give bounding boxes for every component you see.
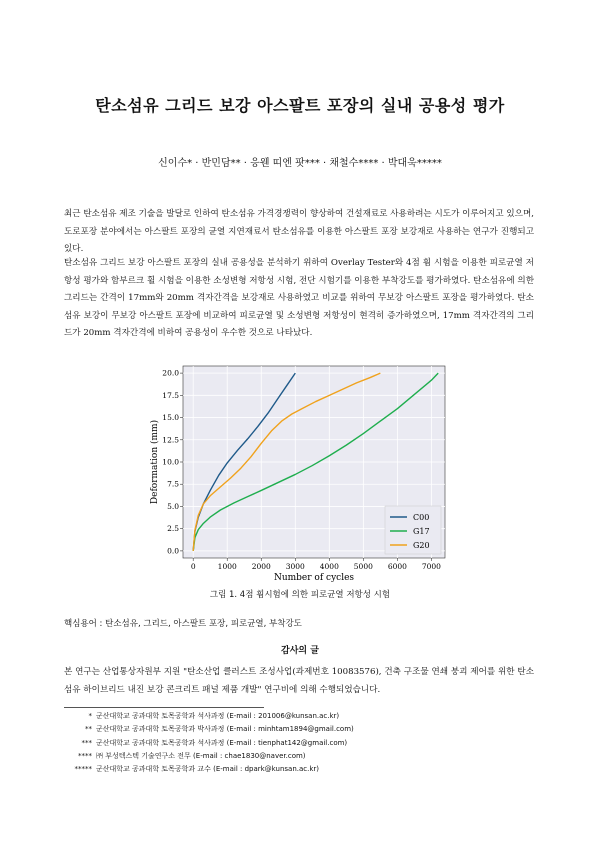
footnote-mark: ***** bbox=[74, 765, 92, 774]
x-tick-label: 7000 bbox=[421, 562, 441, 571]
footnote-text: 군산대학교 공과대학 토목공학과 박사과정 (E-mail : minhtam1894@gmail.com) bbox=[96, 725, 354, 734]
y-tick-label: 2.5 bbox=[167, 524, 179, 534]
acknowledgment-text: 본 연구는 산업통상자원부 지원 "탄소산업 클러스트 조성사업(과제번호 10083576), 건축 구조물 연쇄 붕괴 제어를 위한 탄소섬유 하이브리드 내진 보강 콘크리트 패널 제품 개발" 연구비에 의해 수행되었습니다. bbox=[64, 667, 534, 695]
footnote-mark: *** bbox=[81, 738, 92, 747]
footnote-mark: **** bbox=[78, 751, 92, 760]
y-tick-label: 12.5 bbox=[162, 435, 179, 445]
footnote bbox=[64, 710, 354, 723]
y-tick-label: 17.5 bbox=[162, 390, 179, 400]
footnote-mark: ** bbox=[85, 725, 92, 734]
x-tick-label: 6000 bbox=[387, 562, 407, 571]
legend-label-c00: C00 bbox=[413, 513, 430, 522]
legend-label-g17: G17 bbox=[413, 527, 430, 536]
footnotes bbox=[64, 710, 354, 776]
acknowledgment-title: 감사의 글 bbox=[281, 646, 319, 656]
footnote-mark: * bbox=[88, 712, 92, 720]
footnote bbox=[64, 763, 354, 776]
footnote-text: 군산대학교 공과대학 토목공학과 석사과정 (E-mail : tienphat142@gmail.com) bbox=[96, 738, 348, 747]
footnote-text: 군산대학교 공과대학 토목공학과 교수 (E-mail : dpark@kunsan.ac.kr) bbox=[96, 765, 320, 774]
y-tick-label: 7.5 bbox=[167, 479, 179, 489]
y-axis-label: Deformation (mm) bbox=[150, 419, 160, 505]
keywords: 핵심용어 : 탄소섬유, 그리드, 아스팔트 포장, 피로균열, 부착강도 bbox=[64, 619, 302, 629]
x-tick-label: 2000 bbox=[251, 562, 271, 571]
footnote bbox=[64, 750, 354, 763]
deformation-chart bbox=[150, 362, 450, 584]
footnote-text: ㈜ 부성텍스텍 기술연구소 전무 (E-mail : chae1830@naver.com) bbox=[96, 751, 306, 760]
paper-title: 탄소섬유 그리드 보강 아스팔트 포장의 실내 공용성 평가 bbox=[95, 96, 505, 115]
figure-caption: 그림 1. 4점 휨시험에 의한 피로균열 저항성 시험 bbox=[209, 590, 391, 600]
x-axis-label: Number of cycles bbox=[273, 573, 355, 583]
x-tick-label: 5000 bbox=[353, 562, 373, 571]
x-tick-label: 0 bbox=[190, 562, 196, 571]
footnote bbox=[64, 723, 354, 736]
x-tick-label: 1000 bbox=[217, 562, 237, 571]
legend-label-g20: G20 bbox=[413, 541, 430, 550]
y-tick-label: 15.0 bbox=[162, 413, 179, 423]
chart-svg bbox=[150, 362, 450, 584]
footnote-text: 군산대학교 공과대학 토목공학과 석사과정 (E-mail : 201006@kunsan.ac.kr) bbox=[96, 712, 340, 720]
footnote-divider bbox=[64, 707, 264, 708]
x-tick-label: 3000 bbox=[285, 562, 305, 571]
y-tick-label: 0.0 bbox=[167, 546, 179, 556]
x-tick-label: 4000 bbox=[319, 562, 339, 571]
author-list: 신이수* · 반민담** · 응웬 띠엔 팟*** · 채철수**** · 박대욱***** bbox=[158, 158, 442, 169]
y-tick-label: 10.0 bbox=[162, 457, 179, 467]
footnote bbox=[64, 737, 354, 750]
y-tick-label: 20.0 bbox=[162, 368, 179, 378]
abstract-paragraph-2: 탄소섬유 그리드 보강 아스팔트 포장의 실내 공용성을 분석하기 위하여 Overlay Tester와 4점 휨 시험을 이용한 피로균열 저항성 평가와 함부르크 휠 시험을 이용한 소성변형 저항성 시험, 전단 시험기를 이용한 부착강도를 평가하였다. 탄소섬유에 의한 그리드는 간격이 17mm와 20mm 격자간격을 보강재로 사용하였고 비교를 위하여 무보강 아스팔트 포장을 평가하였다. 탄소섬유 보강이 무보강 아스팔트 포장에 비교하여 피로균열 및 소성변형 저항성이 현격히 증가하였으며, 17mm 격자간격의 그리드가 20mm 격자간격에 비하여 공용성이 우수한 것으로 나타났다. bbox=[64, 258, 534, 339]
abstract-paragraph-1: 최근 탄소섬유 제조 기술을 발달로 인하여 탄소섬유 가격경쟁력이 향상하여 건설재료로 사용하려는 시도가 이루어지고 있으며, 도로포장 분야에서는 아스팔트 포장의 균열 지연재료서 탄소섬유를 이용한 아스팔트 포장 보강재로 사용하는 연구가 진행되고 있다. bbox=[64, 209, 534, 255]
y-tick-label: 5.0 bbox=[167, 501, 179, 511]
